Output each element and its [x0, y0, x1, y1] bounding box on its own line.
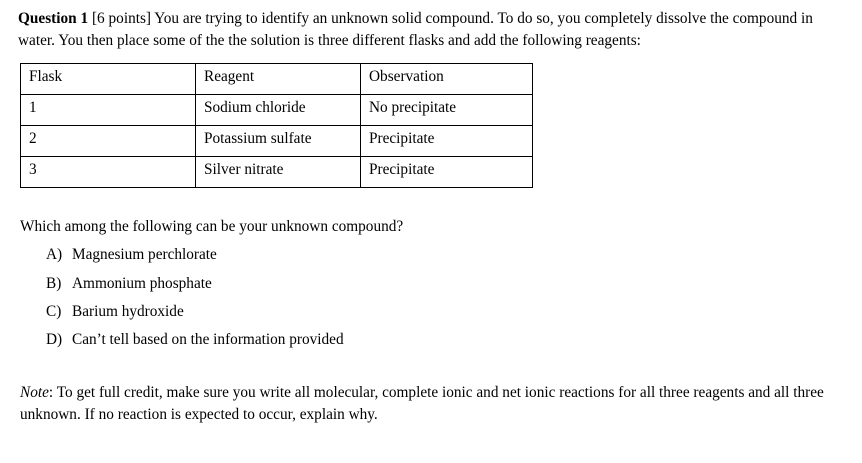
table-header-row	[21, 64, 533, 95]
choice-c	[46, 303, 844, 321]
choice-text: Ammonium phosphate	[72, 274, 212, 292]
choice-d	[46, 331, 844, 349]
cell-observation: Precipitate	[361, 126, 533, 157]
question-stem	[18, 8, 844, 51]
question-points: [6 points]	[91, 10, 152, 27]
cell-flask: 1	[21, 95, 196, 126]
table-row	[21, 126, 533, 157]
question-text: You are trying to identify an unknown solid compound. To do so, you completely dissolve the compound in water. You then place some of the the solution is three different flasks and add the following reagents:	[18, 10, 813, 49]
choice-b	[46, 275, 844, 293]
cell-flask: 3	[21, 157, 196, 188]
table-row	[21, 95, 533, 126]
table-row	[21, 157, 533, 188]
cell-reagent: Potassium sulfate	[196, 126, 361, 157]
cell-reagent: Sodium chloride	[196, 95, 361, 126]
choice-text: Barium hydroxide	[72, 303, 184, 321]
question-label: Question 1	[18, 10, 89, 27]
choice-text: Magnesium perchlorate	[72, 246, 217, 264]
note-paragraph	[20, 382, 844, 425]
answer-choices	[46, 246, 844, 349]
choice-letter: C)	[46, 303, 62, 321]
choice-letter: D)	[46, 331, 63, 349]
cell-flask: 2	[21, 126, 196, 157]
reagent-observation-table	[20, 63, 533, 188]
column-header-observation: Observation	[361, 64, 533, 95]
cell-observation: Precipitate	[361, 157, 533, 188]
choice-a	[46, 246, 844, 264]
choice-letter: B)	[46, 274, 62, 292]
cell-observation: No precipitate	[361, 95, 533, 126]
note-label: Note	[20, 383, 49, 401]
choice-text: Can’t tell based on the information provided	[72, 331, 344, 349]
cell-reagent: Silver nitrate	[196, 157, 361, 188]
column-header-flask: Flask	[21, 64, 196, 95]
note-text: : To get full credit, make sure you write all molecular, complete ionic and net ionic reactions for all three reagents and all three unknown. If no reaction is expected to occur, explain why.	[20, 383, 824, 423]
column-header-reagent: Reagent	[196, 64, 361, 95]
question-prompt: Which among the following can be your unknown compound?	[20, 218, 404, 236]
choice-letter: A)	[46, 246, 63, 264]
